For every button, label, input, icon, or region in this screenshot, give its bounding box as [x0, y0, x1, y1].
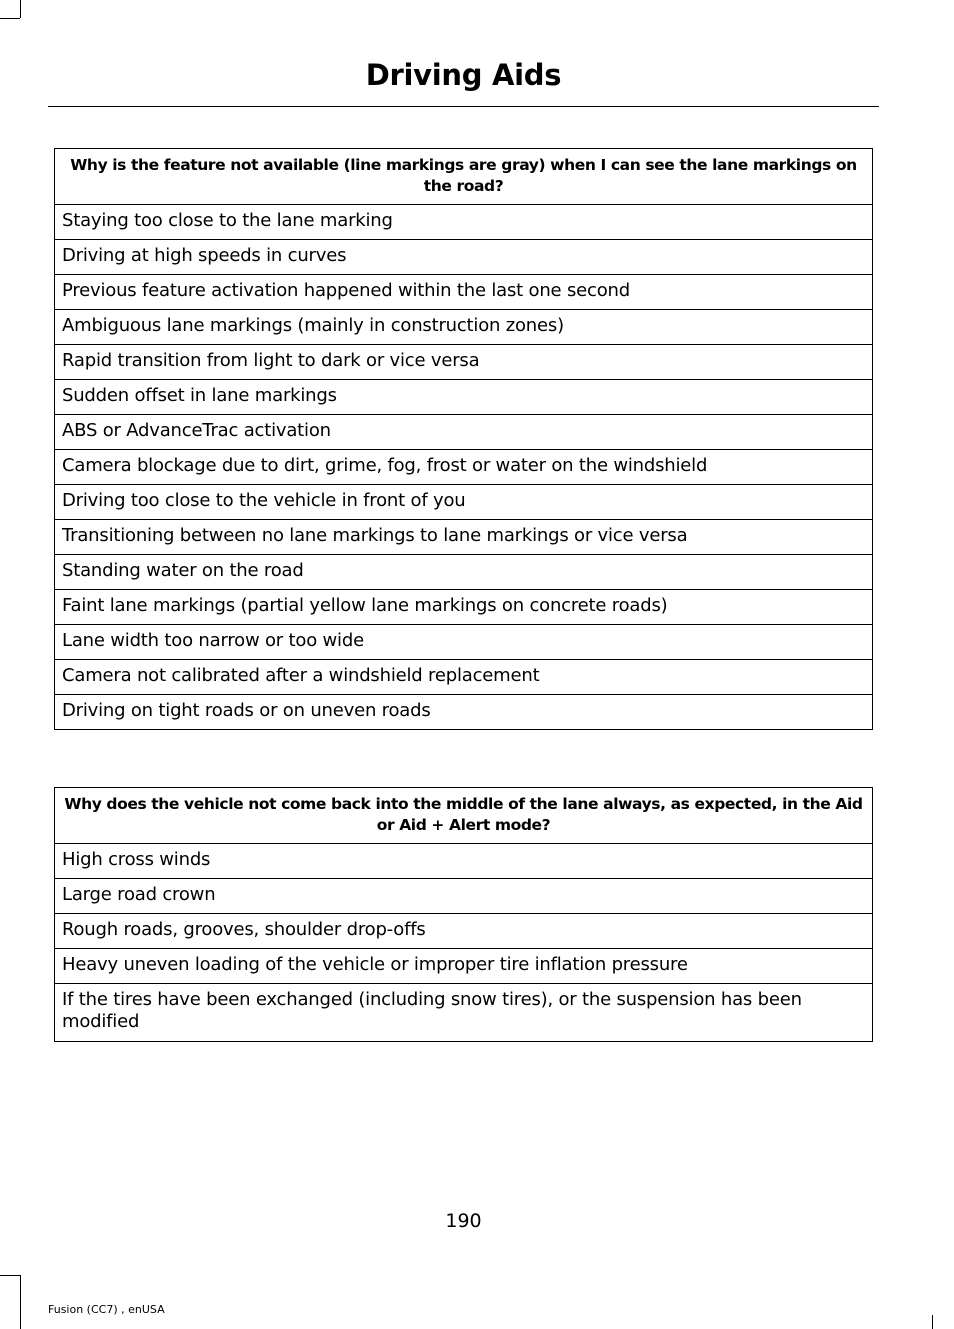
title-divider	[48, 106, 879, 107]
table-question: Why is the feature not available (line markings are gray) when I can see the lane markings on the road?	[55, 149, 873, 205]
table-cell: High cross winds	[55, 844, 873, 879]
crop-mark	[0, 18, 20, 19]
page-title: Driving Aids	[365, 58, 562, 92]
table-row	[55, 590, 873, 625]
table-cell: Large road crown	[55, 879, 873, 914]
table-row	[55, 380, 873, 415]
table-row	[55, 520, 873, 555]
crop-mark	[0, 1275, 20, 1276]
table-row	[55, 205, 873, 240]
table-row	[55, 660, 873, 695]
footer-model-code: Fusion (CC7) , enUSA	[48, 1303, 165, 1316]
table-row	[55, 984, 873, 1042]
table-row	[55, 949, 873, 984]
table-row	[55, 345, 873, 380]
table-cell: Camera blockage due to dirt, grime, fog, frost or water on the windshield	[55, 450, 873, 485]
table-question: Why does the vehicle not come back into the middle of the lane always, as expected, in the Aid or Aid + Alert mode?	[55, 788, 873, 844]
crop-mark	[20, 1275, 21, 1329]
table-cell: Camera not calibrated after a windshield replacement	[55, 660, 873, 695]
table-cell: Standing water on the road	[55, 555, 873, 590]
table-header-row	[55, 788, 873, 844]
table-row	[55, 844, 873, 879]
table-cell: Sudden offset in lane markings	[55, 380, 873, 415]
table-row	[55, 240, 873, 275]
table-cell: Lane width too narrow or too wide	[55, 625, 873, 660]
table-cell: Driving on tight roads or on uneven roads	[55, 695, 873, 730]
table-cell: Staying too close to the lane marking	[55, 205, 873, 240]
crop-mark	[932, 1315, 933, 1329]
table-cell: Ambiguous lane markings (mainly in construction zones)	[55, 310, 873, 345]
table-cell: Rapid transition from light to dark or vice versa	[55, 345, 873, 380]
table-cell: Rough roads, grooves, shoulder drop-offs	[55, 914, 873, 949]
table-cell: Driving too close to the vehicle in front of you	[55, 485, 873, 520]
table-cell: ABS or AdvanceTrac activation	[55, 415, 873, 450]
table-header-row	[55, 149, 873, 205]
crop-mark	[20, 0, 21, 18]
table-row	[55, 275, 873, 310]
table-row	[55, 485, 873, 520]
table-cell: Driving at high speeds in curves	[55, 240, 873, 275]
table-row	[55, 625, 873, 660]
table-row	[55, 310, 873, 345]
table-cell: Transitioning between no lane markings to lane markings or vice versa	[55, 520, 873, 555]
page-number: 190	[445, 1210, 482, 1232]
table-row	[55, 914, 873, 949]
table-row	[55, 450, 873, 485]
table-cell: Faint lane markings (partial yellow lane markings on concrete roads)	[55, 590, 873, 625]
table-cell: If the tires have been exchanged (including snow tires), or the suspension has been modified	[55, 984, 873, 1042]
faq-table-lane-centering	[54, 787, 873, 1042]
table-row	[55, 555, 873, 590]
table-cell: Previous feature activation happened within the last one second	[55, 275, 873, 310]
table-row	[55, 695, 873, 730]
table-cell: Heavy uneven loading of the vehicle or improper tire inflation pressure	[55, 949, 873, 984]
table-row	[55, 415, 873, 450]
faq-table-feature-unavailable	[54, 148, 873, 730]
table-row	[55, 879, 873, 914]
